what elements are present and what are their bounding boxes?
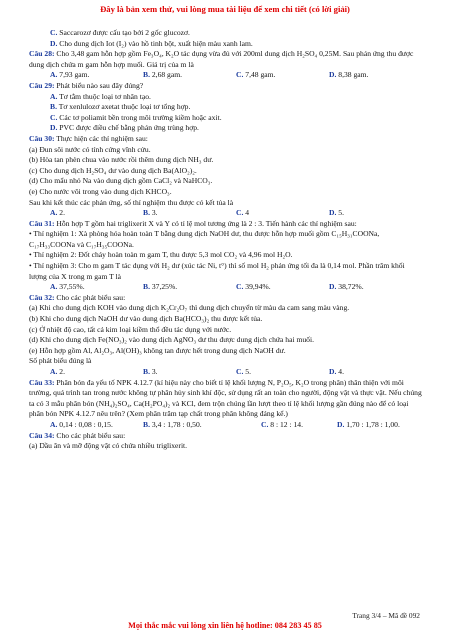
line-text: • Thí nghiệm 2: Đốt cháy hoàn toàn m gam T, thu được 5,3 mol CO₂ và 4,96 mol H₂O.	[29, 250, 293, 260]
option-letter: B.	[143, 282, 150, 292]
question-line	[29, 378, 424, 420]
text-line	[29, 92, 424, 103]
line-text: • Thí nghiệm 1: Xà phòng hóa hoàn toàn T bằng dung dịch NaOH dư, thu được hỗn hợp muối gồm C₁₅H₃₁COONa, C₁₇H₃₃COONa và C₁₇H₃₅COONa.	[29, 229, 380, 249]
option-letter: C.	[236, 367, 244, 376]
option-letter: D.	[329, 208, 337, 218]
option-letter: B.	[143, 419, 150, 429]
text-line	[29, 123, 424, 134]
option-letter: A.	[50, 70, 58, 80]
option-text: 2.	[57, 367, 65, 376]
option-text: 1,70 : 1,78 : 1,00.	[344, 419, 400, 429]
answer-option	[337, 420, 400, 431]
option-text: 4	[243, 208, 250, 218]
question-line	[29, 293, 424, 304]
answer-option	[329, 282, 422, 293]
question-line	[29, 134, 424, 145]
hotline-banner: Mọi thắc mắc vui lòng xin liên hệ hotline: 084 283 45 85	[128, 621, 322, 630]
answer-option	[236, 282, 329, 293]
answer-option	[143, 208, 236, 219]
option-letter: D.	[329, 367, 337, 376]
answer-option	[261, 420, 337, 431]
option-text: 3.	[149, 367, 158, 376]
page-number: Trang 3/4 – Mã đề 092	[352, 611, 420, 620]
text-line	[29, 346, 424, 357]
text-line	[29, 155, 424, 166]
line-text: PVC được điều chế bằng phản ứng trùng hợp.	[57, 123, 199, 133]
question-number: Câu 29:	[29, 80, 55, 90]
line-text: Tơ xenlulozơ axetat thuộc loại tơ tổng hợp.	[56, 102, 191, 112]
option-letter: A.	[50, 419, 58, 429]
option-text: 3,4 : 1,78 : 0,50.	[149, 419, 202, 429]
option-letter: C.	[261, 419, 269, 429]
option-letter: D.	[337, 419, 345, 429]
option-text: 39,94%.	[243, 282, 271, 292]
line-text: Phát biểu nào sau đây đúng?	[54, 80, 144, 90]
option-text: 37,55%.	[57, 282, 85, 292]
option-text: 3.	[149, 208, 158, 218]
line-text: Tơ tằm thuộc loại tơ nhân tạo.	[57, 91, 151, 101]
answer-option	[329, 367, 422, 378]
question-number: Câu 28:	[29, 49, 55, 59]
text-line	[29, 102, 424, 113]
text-line	[29, 261, 424, 282]
answer-option	[50, 70, 143, 81]
line-text: (e) Hỗn hợp gồm Al, Al₂O₃, Al(OH)₃ không tan được hết trong dung dịch NaOH dư.	[29, 345, 286, 355]
option-text: 7,48 gam.	[243, 70, 276, 80]
answer-option	[236, 367, 329, 378]
option-text: 8 : 12 : 14.	[268, 419, 303, 429]
answer-option	[50, 367, 143, 378]
text-line	[29, 229, 424, 250]
option-letter: A.	[50, 367, 58, 376]
option-text: 4.	[336, 367, 344, 376]
line-text: Cho 3,48 gam hỗn hợp gồm Fe₃O₄, K₂O tác dụng vừa đủ với 200ml dung dịch H₂SO₄ 0,25M. Sau phản ứng thu được dung dịch chứa m gam hỗn hợp muối. Giá trị của m là	[29, 49, 414, 69]
text-line	[29, 166, 424, 177]
answer-option	[50, 282, 143, 293]
answer-options-row	[29, 367, 424, 378]
answer-option	[143, 282, 236, 293]
text-line	[29, 303, 424, 314]
answer-option	[236, 70, 329, 81]
option-letter: A.	[50, 91, 58, 101]
line-text: Hỗn hợp T gồm hai triglixerit X và Y có tỉ lệ mol tương ứng là 2 : 3. Tiến hành các thí nghiệm sau:	[54, 218, 357, 228]
option-text: 2.	[57, 208, 65, 218]
text-line	[29, 145, 424, 156]
answer-option	[236, 208, 329, 219]
option-letter: C.	[236, 208, 244, 218]
question-number: Câu 32:	[29, 292, 55, 302]
option-letter: C.	[236, 282, 244, 292]
line-text: (b) Hòa tan phèn chua vào nước rồi thêm dung dịch NH₃ dư.	[29, 155, 214, 165]
line-text: (a) Khi cho dung dịch KOH vào dung dịch K₂Cr₂O₇ thì dung dịch chuyển từ màu da cam sang màu vàng.	[29, 303, 350, 313]
option-text: 8,38 gam.	[336, 70, 369, 80]
option-letter: B.	[143, 70, 150, 80]
option-letter: C.	[50, 28, 58, 37]
text-line	[29, 356, 424, 367]
question-line	[29, 49, 424, 70]
line-text: (c) Ở nhiệt độ cao, tất cả kim loại kiềm thổ đều tác dụng với nước.	[29, 324, 232, 334]
answer-option	[50, 420, 143, 431]
line-text: (b) Khi cho dung dịch NaOH dư vào dung dịch Ba(HCO₃)₂ thu được kết tủa.	[29, 314, 263, 324]
line-text: Cho dung dịch Iot (I₂) vào hồ tinh bột, xuất hiện màu xanh lam.	[57, 38, 253, 48]
option-letter: C.	[236, 70, 244, 80]
line-text: Sau khi kết thúc các phản ứng, số thí nghiệm thu được có kết tủa là	[29, 197, 234, 207]
line-text: Số phát biểu đúng là	[29, 356, 92, 366]
text-line	[29, 250, 424, 261]
text-line	[29, 113, 424, 124]
option-letter: B.	[143, 367, 150, 376]
line-text: Thực hiện các thí nghiệm sau:	[54, 133, 148, 143]
line-text: (a) Đun sôi nước có tính cứng vĩnh cửu.	[29, 144, 151, 154]
answer-option	[50, 208, 143, 219]
option-letter: D.	[50, 123, 58, 133]
answer-option	[143, 367, 236, 378]
option-text: 5.	[243, 367, 251, 376]
option-text: 7,93 gam.	[57, 70, 90, 80]
text-line	[29, 187, 424, 198]
answer-option	[143, 70, 236, 81]
answer-options-row	[29, 282, 424, 293]
question-number: Câu 33:	[29, 377, 55, 387]
answer-option	[329, 70, 422, 81]
option-letter: A.	[50, 282, 58, 292]
text-line	[29, 198, 424, 209]
option-letter: D.	[329, 282, 337, 292]
line-text: Cho các phát biểu sau:	[54, 292, 126, 302]
line-text: (c) Cho dung dịch H₂SO₄ dư vào dung dịch Ba(AlO₂)₂.	[29, 165, 197, 175]
option-text: 37,25%.	[149, 282, 178, 292]
line-text: • Thí nghiệm 3: Cho m gam T tác dụng với H₂ dư (xúc tác Ni, t°) thì số mol H₂ phản ứng tối đa là 0,14 mol. Phần trăm khối lượng của X trong m gam T là	[29, 261, 405, 281]
answer-options-row	[29, 70, 424, 81]
text-line	[29, 335, 424, 346]
text-line	[29, 39, 424, 50]
text-line	[29, 28, 424, 39]
line-text: Cho các phát biểu sau:	[54, 430, 126, 440]
option-text: 5.	[336, 208, 344, 218]
question-number: Câu 34:	[29, 430, 55, 440]
option-text: 0,14 : 0,08 : 0,15.	[57, 419, 113, 429]
option-text: 2,68 gam.	[149, 70, 183, 80]
question-line	[29, 81, 424, 92]
line-text: Saccarozơ được cấu tạo bởi 2 gốc glucozơ.	[57, 28, 190, 37]
option-letter: B.	[143, 208, 150, 218]
question-line	[29, 219, 424, 230]
question-number: Câu 31:	[29, 218, 55, 228]
document-body	[29, 28, 424, 452]
question-line	[29, 431, 424, 442]
option-letter: D.	[50, 38, 58, 48]
answer-option	[329, 208, 422, 219]
answer-options-row	[29, 420, 424, 431]
option-letter: A.	[50, 208, 58, 218]
option-text: 38,72%.	[336, 282, 364, 292]
line-text: (d) Khi cho dung dịch Fe(NO₃)₂ vào dung dịch AgNO₃ dư thu được dung dịch chứa hai muối.	[29, 335, 314, 345]
line-text: Các tơ poliamit bền trong môi trường kiềm hoặc axit.	[57, 112, 222, 122]
line-text: Phân bón đa yếu tố NPK 4.12.7 (kí hiệu này cho biết tỉ lệ khối lượng N, P₂O₅, K₂O trong phân) thân thiện với môi trường, quá trình tan trong nước không tự phân hủy sinh khí độc, sử dụng rất an toàn cho người, động vật và thực vật. Nếu chúng ta có 3 mẫu phân bón (NH₄)₂SO₄, Ca(H₂PO₄)₂ và KCl, đem trộn chúng lần lượt theo tỉ lệ khối lượng gần đúng nào để có loại phân bón NPK 4.12.7 nêu trên? (Xem phân trăm tạp chất trong phân không đáng kể.)	[29, 377, 422, 419]
text-line	[29, 176, 424, 187]
answer-option	[143, 420, 261, 431]
answer-options-row	[29, 208, 424, 219]
line-text: (e) Cho nước vôi trong vào dung dịch KHCO₃.	[29, 186, 172, 196]
text-line	[29, 441, 424, 452]
line-text: (a) Dầu ăn và mỡ động vật có chứa nhiều triglixerit.	[29, 441, 188, 451]
line-text: (d) Cho mẩu nhỏ Na vào dung dịch gồm CaCl₂ và NaHCO₃.	[29, 176, 213, 186]
text-line	[29, 314, 424, 325]
preview-banner: Đây là bản xem thử, vui lòng mua tài liệu để xem chi tiết (có lời giải)	[100, 4, 350, 14]
option-letter: C.	[50, 112, 58, 122]
option-letter: B.	[50, 102, 57, 112]
text-line	[29, 325, 424, 336]
question-number: Câu 30:	[29, 133, 55, 143]
option-letter: D.	[329, 70, 337, 80]
